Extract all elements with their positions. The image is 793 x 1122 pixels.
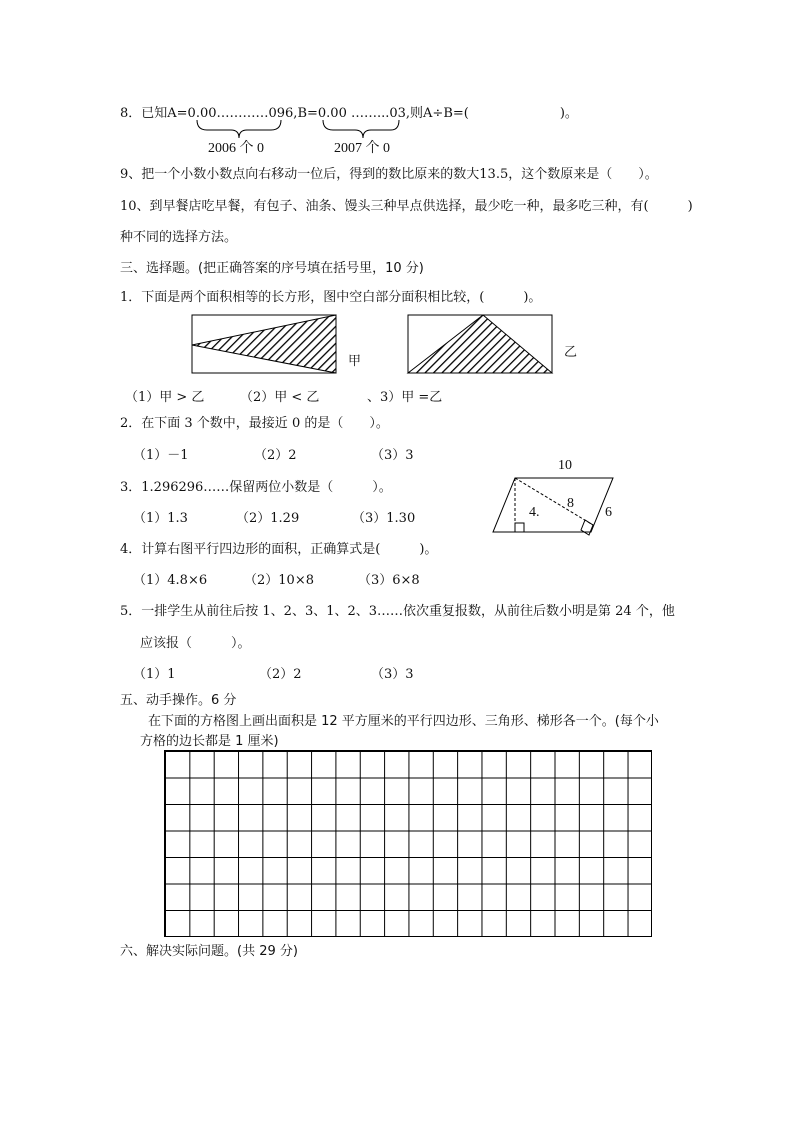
parallelogram-side-label: 6 xyxy=(605,505,612,520)
brace-label-2007: 2007 个 0 xyxy=(334,141,390,156)
question-8: 8．已知A=0.00…………096,B=0.00 ……...03,则A÷B=( )。 xyxy=(120,106,578,121)
right-angle-mark-2 xyxy=(581,520,593,535)
brace-label-2006: 2006 个 0 xyxy=(208,141,264,156)
s3-question-2: 2．在下面 3 个数中，最接近 0 的是（ ）。 xyxy=(120,416,389,431)
section-5-line1: 在下面的方格图上画出面积是 12 平方厘米的平行四边形、三角形、梯形各一个。(每个小 xyxy=(148,714,659,729)
square-grid xyxy=(164,750,652,937)
brace-2007 xyxy=(323,120,399,138)
s3-q2-option-3: （3）3 xyxy=(371,448,414,463)
question-10-line1: 10、到早餐店吃早餐，有包子、油条、馒头三种早点供选择，最少吃一种，最多吃三种，有( ) xyxy=(120,199,693,214)
s3-q5-option-2: （2）2 xyxy=(259,667,302,682)
brace-2006 xyxy=(197,120,281,138)
rectangles-figure xyxy=(188,312,568,378)
s3-q2-option-1: （1）－1 xyxy=(133,448,189,463)
s3-q4-option-1: （1）4.8×6 xyxy=(133,573,208,588)
s3-q4-option-3: （3）6×8 xyxy=(358,573,420,588)
s3-q5-option-1: （1）1 xyxy=(133,667,176,682)
label-jia: 甲 xyxy=(348,354,362,369)
s3-question-5-line2: 应该报（ ）。 xyxy=(140,636,251,651)
s3-q1-option-3: 、3）甲 =乙 xyxy=(367,390,443,405)
parallelogram-figure xyxy=(490,474,620,536)
right-angle-mark-1 xyxy=(515,523,524,532)
section-6-title: 六、解决实际问题。(共 29 分) xyxy=(120,944,298,959)
s3-question-5-line1: 5．一排学生从前往后按 1、2、3、1、2、3……依次重复报数，从前往后数小明是第 24 个，他 xyxy=(120,604,675,619)
label-yi: 乙 xyxy=(564,345,578,360)
rectangle-yi xyxy=(408,315,552,373)
section-5-line2: 方格的边长都是 1 厘米) xyxy=(140,734,279,749)
s3-q2-option-2: （2）2 xyxy=(254,448,297,463)
rectangle-jia xyxy=(192,315,336,373)
parallelogram-height-label: 4. xyxy=(529,505,540,520)
question-10-line2: 种不同的选择方法。 xyxy=(120,230,238,245)
s3-question-3: 3．1.296296……保留两位小数是（ ）。 xyxy=(120,480,392,495)
parallelogram-diag-label: 8 xyxy=(567,496,574,511)
s3-q4-option-2: （2）10×8 xyxy=(244,573,314,588)
section-3-title: 三、选择题。(把正确答案的序号填在括号里，10 分) xyxy=(120,261,424,276)
parallelogram-top-label: 10 xyxy=(558,458,572,473)
s3-q1-option-2: （2）甲 < 乙 xyxy=(240,390,320,405)
question-9: 9、把一个小数小数点向右移动一位后，得到的数比原来的数大13.5，这个数原来是（ ）。 xyxy=(120,167,658,182)
s3-q3-option-3: （3）1.30 xyxy=(352,511,416,526)
s3-question-4: 4．计算右图平行四边形的面积，正确算式是( )。 xyxy=(120,542,438,557)
s3-q1-option-1: （1）甲 > 乙 xyxy=(125,390,205,405)
s3-q3-option-1: （1）1.3 xyxy=(133,511,188,526)
s3-q5-option-3: （3）3 xyxy=(371,667,414,682)
perpendicular-line xyxy=(515,478,593,525)
section-5-title: 五、动手操作。6 分 xyxy=(120,693,237,708)
s3-question-1: 1．下面是两个面积相等的长方形，图中空白部分面积相比较，( )。 xyxy=(120,290,542,305)
s3-q3-option-2: （2）1.29 xyxy=(236,511,300,526)
